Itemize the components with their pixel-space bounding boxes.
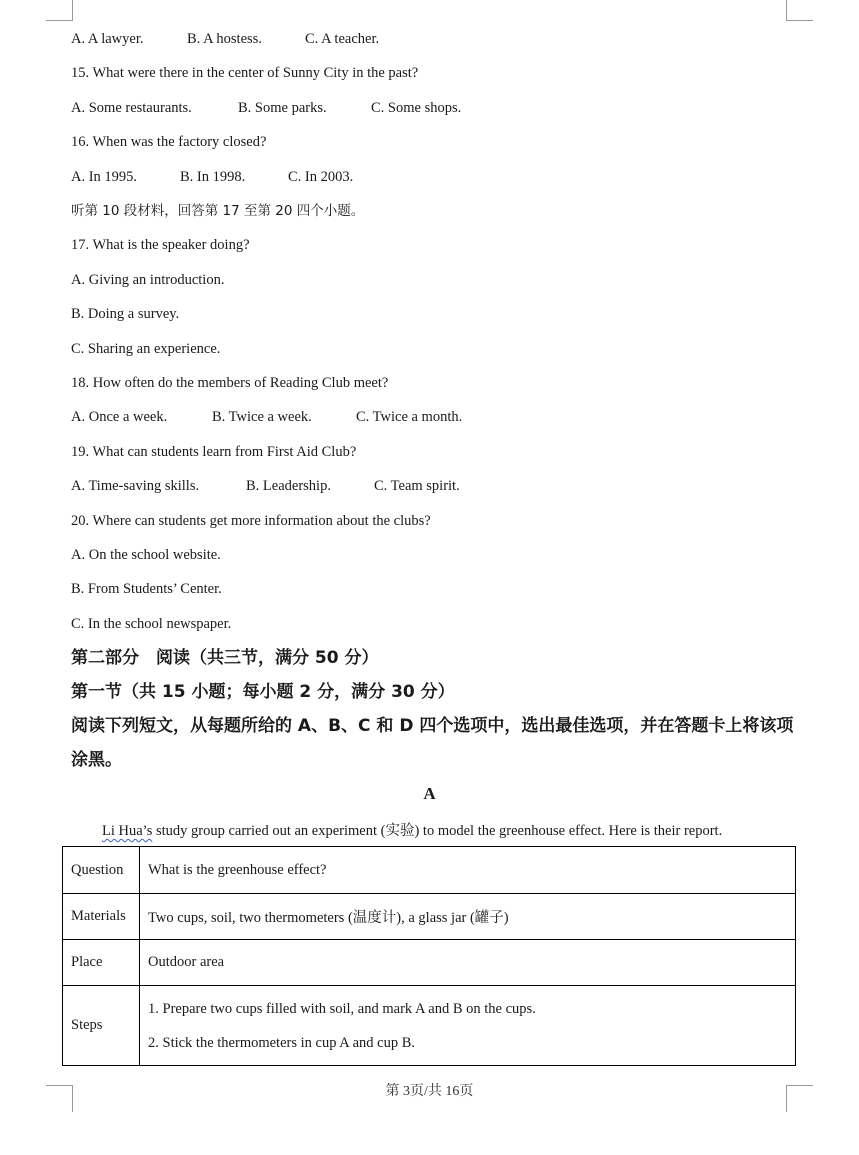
table-key: Question	[63, 847, 140, 894]
report-table	[62, 846, 796, 1066]
passage-title: A	[423, 784, 436, 803]
part-heading: 第二部分 阅读（共三节，满分 50 分）	[71, 648, 379, 668]
option-a: A. Once a week.	[71, 409, 168, 426]
sub-heading: 第一节（共 15 小题；每小题 2 分，满分 30 分）	[71, 682, 455, 702]
option-a: A. A lawyer.	[71, 31, 144, 47]
directions: 阅读下列短文，从每题所给的 A、B、C 和 D 四个选项中，选出最佳选项，并在答题卡上将该项涂黑。	[71, 716, 794, 770]
table-key: Place	[63, 940, 140, 986]
table-row	[63, 847, 796, 894]
question-line: 18. How often do the members of Reading Club meet?	[71, 375, 389, 391]
step-item: 2. Stick the thermometers in cup A and cup B.	[148, 1034, 415, 1051]
passage-intro	[102, 819, 722, 840]
option-b: B. Some parks.	[238, 99, 327, 116]
option-b: B. A hostess.	[187, 31, 262, 47]
table-row	[63, 986, 796, 1066]
question-line: 17. What is the speaker doing?	[71, 237, 250, 254]
table-key: Materials	[63, 894, 140, 940]
option-c: C. Team spirit.	[374, 478, 460, 495]
option-c: C. In 2003.	[288, 168, 354, 185]
step-item: 1. Prepare two cups filled with soil, and mark A and B on the cups.	[148, 1000, 536, 1017]
instruction-line: 听第 10 段材料，回答第 17 至第 20 四个小题。	[71, 203, 365, 219]
table-row	[63, 940, 796, 986]
option-c: C. Some shops.	[371, 99, 462, 116]
option-a: A. In 1995.	[71, 168, 138, 185]
table-value: Two cups, soil, two thermometers (温度计), a glass jar (罐子)	[140, 894, 796, 940]
table-value: Outdoor area	[140, 940, 796, 986]
option-a: A. Time-saving skills.	[71, 478, 200, 495]
question-line: 20. Where can students get more information about the clubs?	[71, 512, 431, 529]
table-steps	[140, 986, 796, 1066]
option-b: B. Leadership.	[246, 478, 331, 495]
intro-text: study group carried out an experiment (实验) to model the greenhouse effect. Here is their report.	[152, 823, 723, 839]
option-c: C. A teacher.	[305, 31, 380, 47]
page-number: 第 3页/共 16页	[385, 1084, 474, 1099]
option-line: A. Giving an introduction.	[71, 271, 225, 288]
option-line: B. Doing a survey.	[71, 306, 180, 323]
intro-name: Li Hua’s	[102, 823, 153, 839]
crop-mark-top-left	[46, 0, 73, 21]
table-row	[63, 894, 796, 940]
option-c: C. Twice a month.	[356, 409, 463, 426]
option-a: A. Some restaurants.	[71, 99, 192, 116]
question-line: 15. What were there in the center of Sunny City in the past?	[71, 65, 419, 82]
option-line: C. Sharing an experience.	[71, 340, 221, 357]
option-b: B. In 1998.	[180, 168, 246, 185]
question-line: 16. When was the factory closed?	[71, 134, 267, 151]
table-key: Steps	[63, 986, 140, 1066]
crop-mark-top-right	[786, 0, 813, 21]
question-line: 19. What can students learn from First Aid Club?	[71, 443, 357, 460]
option-line: A. On the school website.	[71, 547, 221, 563]
option-line: B. From Students’ Center.	[71, 581, 222, 598]
table-value: What is the greenhouse effect?	[140, 847, 796, 894]
option-line: C. In the school newspaper.	[71, 615, 232, 632]
option-b: B. Twice a week.	[212, 409, 312, 426]
